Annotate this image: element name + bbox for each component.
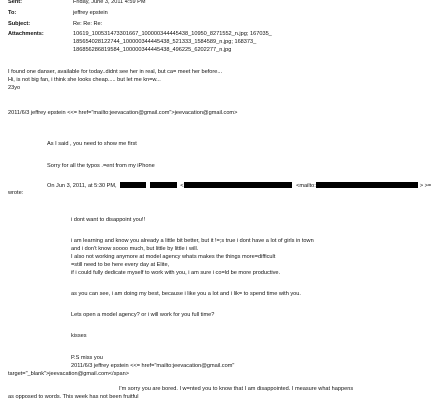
body-line: 23yo — [8, 85, 21, 91]
body-line: i am learning and know you already a little bit better, but it !=;s true i dont have a lot of girls in town — [71, 238, 314, 244]
body-line: I found one danser, available for today..didnt see her in real, but ca= meet her before... — [8, 69, 222, 75]
body-line: =still need to be here every day at Elite, — [71, 262, 170, 268]
body-line: Hi, is not big fan, i think she looks cheap..... but let me kn=w... — [8, 77, 161, 83]
subject-value: Re: Re: Re: — [73, 21, 103, 27]
body-line: I also not working anymore at model agency whats makes the things more=difficult — [71, 254, 276, 260]
body-line: if i could fully dedicate myself to work with you, i am sure i co=ld be more productive. — [71, 270, 281, 276]
body-line: as opposed to words. This week has not been fruitful — [8, 394, 139, 400]
body-line: as you can see, i am doing my best, because i like you a lot and i lik= to spend time with you. — [71, 291, 301, 297]
redaction-block — [120, 182, 146, 188]
to-value: jeffrey epstein — [73, 10, 108, 16]
quoted-header-line: 2011/6/3 jeffrey epstein <<= href="mailto:jeevacation@gmail.com">jeevacation@gmail.com> — [8, 110, 238, 116]
quoted-header-line: target="_blank">jeevacation@gmail.com</span> — [8, 371, 129, 377]
body-line: kisses — [71, 333, 87, 339]
body-line: and i don't know soooo much, but little by little i will. — [71, 246, 199, 252]
body-line: wrote: — [8, 190, 24, 196]
body-line: I'm sorry you are bored. I w=nted you to know that I am disappointed. I measure what happens — [119, 386, 354, 392]
quoted-header-line — [47, 182, 431, 190]
body-line: Sorry for all the typos .=ent from my iPhone — [47, 163, 155, 169]
sent-label: Sent: — [8, 0, 22, 5]
attachments-label: Attachments: — [8, 31, 44, 37]
redaction-block — [184, 182, 292, 188]
sent-value: Friday, June 3, 2011 4:59 PM — [73, 0, 146, 5]
attachment-line[interactable]: 186856286819584_100000344445438_496225_6202277_n.jpg — [73, 47, 232, 53]
on-date-end: > >= — [419, 183, 431, 189]
attachment-line[interactable]: 10619_100531473301667_100000344445438_10950_8271552_n.jpg; 167035_ — [73, 31, 272, 37]
redaction-block — [316, 182, 418, 188]
to-label: To: — [8, 10, 17, 16]
on-date-lt: < — [180, 183, 184, 189]
body-line: Lets open a model agency? or i will work for you full time? — [71, 312, 215, 318]
subject-label: Subject: — [8, 21, 31, 27]
quoted-header-line: 2011/6/3 jeffrey epstein <<= href="mailto:jeevacation@gmail.com" — [71, 363, 235, 369]
on-date-mailto: <mailto: — [296, 183, 316, 189]
redaction-block — [150, 182, 177, 188]
body-line: P.S miss you — [71, 355, 103, 361]
on-date-text: On Jun 3, 2011, at 5:30 PM, — [47, 183, 117, 189]
attachment-line[interactable]: 185654028122744_100000344445438_521333_1584589_n.jpg; 168373_ — [73, 39, 257, 45]
body-line: i dont want to disappoint you!! — [71, 217, 146, 223]
body-line: As I said , you need to show me first — [47, 141, 137, 147]
